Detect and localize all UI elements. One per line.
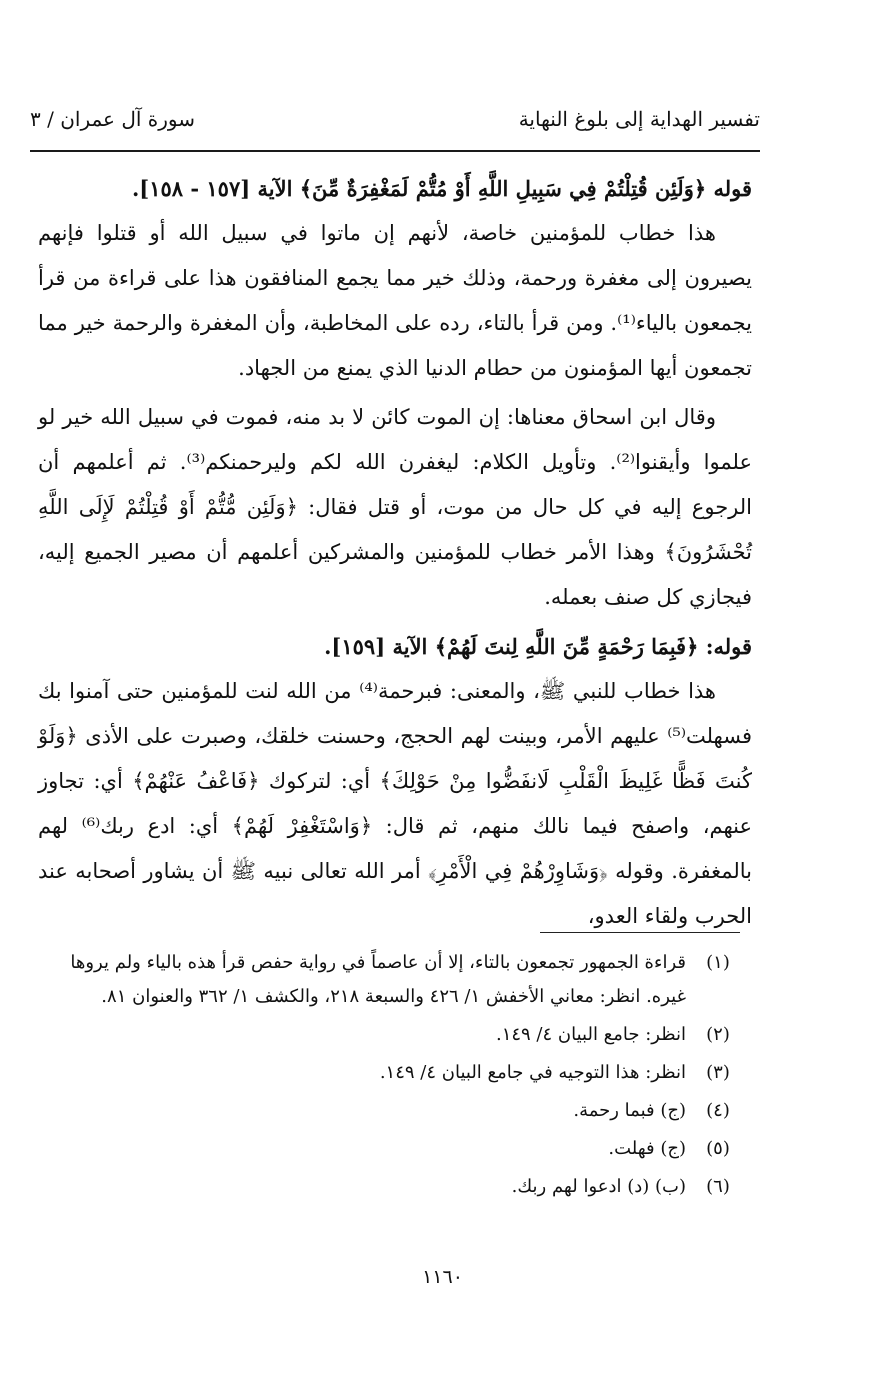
footnote-item: [30, 1094, 738, 1128]
footnote-item: [30, 1170, 738, 1204]
paragraph-1: هذا خطاب للمؤمنين خاصة، لأنهم إن ماتوا في سبيل الله أو قتلوا فإنهم يصيرون إلى مغفرة ورحمة، وذلك خير مما يجمع المنافقون هذا على قراءة من قرأ يجمعون بالياء⁽¹⁾. ومن قرأ بالتاء، رده على المخاطبة، وأن المغفرة والرحمة خير مما تجمعون أيها المؤمنون من حطام الدنيا الذي يمنع من الجهاد.: [38, 221, 752, 380]
footnotes: [30, 946, 738, 1208]
paragraph-2: وقال ابن اسحاق معناها: إن الموت كائن لا بد منه، فموت في سبيل الله خير لو علموا وأيقنوا⁽²⁾. وتأويل الكلام: ليغفرن الله لكم وليرحمنكم⁽³⁾. ثم أعلمهم أن الرجوع إليه في كل حال من موت، أو قتل فقال: ﴿وَلَئِن مُّتُّمْ أَوْ قُتِلْتُمْ لَإِلَى اللَّهِ تُحْشَرُونَ﴾ وهذا الأمر خطاب للمؤمنين والمشركين أعلمهم أن مصير الجميع إليه، فيجازي كل صنف بعمله.: [38, 405, 752, 609]
verse-heading-157: قوله ﴿وَلَئِن قُتِلْتُمْ فِي سَبِيلِ اللَّهِ أَوْ مُتُّمْ لَمَغْفِرَةٌ مِّنَ﴾ الآية [١٥٧ - ١٥٨].: [131, 176, 752, 201]
footnote-number: (٥): [706, 1138, 730, 1159]
surah-label: سورة آل عمران / ٣: [30, 107, 196, 131]
footnote-number: (٣): [706, 1062, 730, 1083]
verse-heading-159: قوله: ﴿فَبِمَا رَحْمَةٍ مِّنَ اللَّهِ لِنتَ لَهُمْ﴾ الآية [١٥٩].: [324, 634, 752, 659]
footnote-text: (ج) فبما رحمة.: [573, 1100, 686, 1121]
footnote-text: (ج) فهلت.: [608, 1138, 686, 1159]
footnote-number: (٢): [706, 1024, 730, 1045]
page-number: ١١٦٠: [422, 1266, 463, 1288]
footnote-rule: [540, 932, 740, 933]
footnote-item: [30, 946, 738, 1014]
footnote-text: (ب) (د) ادعوا لهم ربك.: [511, 1176, 686, 1197]
book-title: تفسير الهداية إلى بلوغ النهاية: [518, 107, 760, 131]
footnote-text: انظر: جامع البيان ٤/ ١٤٩.: [495, 1024, 686, 1045]
footnote-item: [30, 1056, 738, 1090]
footnote-item: [30, 1018, 738, 1052]
footnote-item: [30, 1132, 738, 1166]
footnote-number: (٤): [706, 1100, 730, 1121]
paragraph-3: هذا خطاب للنبي ﷺ، والمعنى: فبرحمة⁽⁴⁾ من الله لنت للمؤمنين حتى آمنوا بك فسهلت⁽⁵⁾ عليهم الأمر، وبينت لهم الحجج، وحسنت خلقك، وصبرت على الأذى ﴿وَلَوْ كُنتَ فَظًّا غَلِيظَ الْقَلْبِ لَانفَضُّوا مِنْ حَوْلِكَ﴾ أي: لتركوك ﴿فَاعْفُ عَنْهُمْ﴾ أي: تجاوز عنهم، واصفح فيما نالك منهم، ثم قال: ﴿وَاسْتَغْفِرْ لَهُمْ﴾ أي: ادع ربك⁽⁶⁾ لهم بالمغفرة. وقوله ﴿وَشَاوِرْهُمْ فِي الْأَمْرِ﴾ أمر الله تعالى نبيه ﷺ أن يشاور أصحابه عند الحرب ولقاء العدو،: [38, 679, 752, 928]
footnote-number: (١): [706, 952, 730, 973]
header-rule: [30, 150, 760, 152]
footnote-text: قراءة الجمهور تجمعون بالتاء، إلا أن عاصماً في رواية حفص قرأ هذه بالياء ولم يروها غيره. انظر: معاني الأخفش ١/ ٤٢٦ والسبعة ٢١٨، والكشف ١/ ٣٦٢ والعنوان ٨١.: [70, 952, 686, 1007]
footnote-text: انظر: هذا التوجيه في جامع البيان ٤/ ١٤٩.: [379, 1062, 686, 1083]
running-header: [30, 98, 760, 140]
main-text: [38, 162, 752, 939]
footnote-number: (٦): [706, 1176, 730, 1197]
